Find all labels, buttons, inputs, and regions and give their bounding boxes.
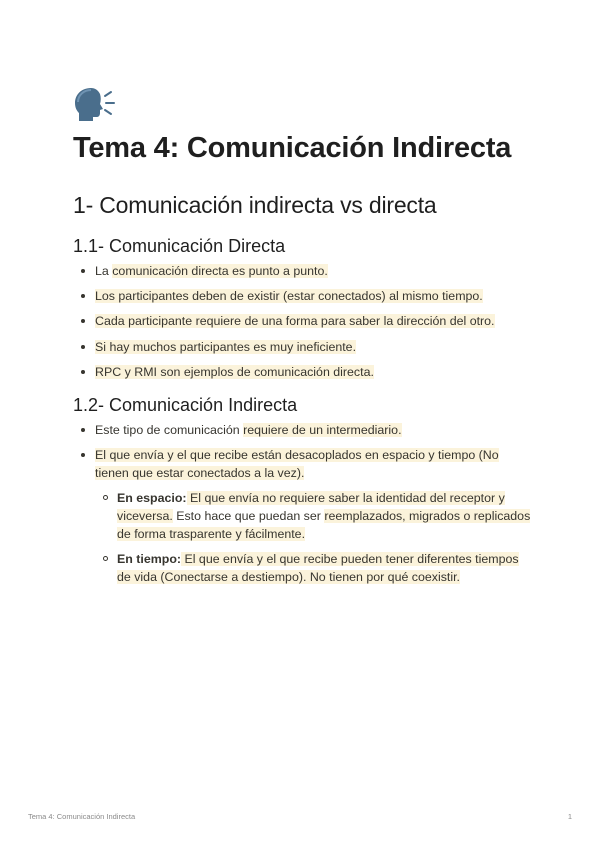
speaking-head-icon: [73, 84, 117, 124]
subsection-heading-direct: 1.1- Comunicación Directa: [73, 236, 286, 256]
list-item: La comunicación directa es punto a punto.: [95, 262, 533, 280]
page-number: 1: [567, 812, 572, 821]
list-item: Si hay muchos participantes es muy ineficiente.: [95, 338, 533, 356]
subsection-heading-indirect: 1.2- Comunicación Indirecta: [73, 394, 298, 415]
section-heading: 1- Comunicación indirecta vs directa: [73, 192, 437, 218]
list-item: Este tipo de comunicación requiere de un intermediario.: [95, 421, 533, 439]
indirect-list: [73, 421, 533, 586]
document-page: [73, 84, 533, 593]
direct-list: [73, 262, 533, 381]
list-item: El que envía y el que recibe están desacoplados en espacio y tiempo (No tienen que estar conectados a la vez). En espacio: El que envía no requiere saber la identidad del receptor y viceversa. Esto hace que puedan ser reemplazados, migrados o replicados de forma trasparente y fácilmente. En tiempo: El que envía y el que recibe pueden tener diferentes tiempos de vida (Conectarse a destiempo). No tienen por qué coexistir.: [95, 446, 533, 586]
list-item: RPC y RMI son ejemplos de comunicación directa.: [95, 363, 533, 381]
footer-title: Tema 4: Comunicación Indirecta: [28, 812, 136, 821]
list-item: Los participantes deben de existir (estar conectados) al mismo tiempo.: [95, 287, 533, 305]
list-item: Cada participante requiere de una forma para saber la dirección del otro.: [95, 312, 533, 330]
page-title: Tema 4: Comunicación Indirecta: [73, 132, 512, 164]
nested-list: [95, 489, 533, 586]
nested-list-item: En espacio: El que envía no requiere saber la identidad del receptor y viceversa. Esto hace que puedan ser reemplazados, migrados o replicados de forma trasparente y fácilmente.: [117, 489, 533, 543]
nested-list-item: En tiempo: El que envía y el que recibe pueden tener diferentes tiempos de vida (Conectarse a destiempo). No tienen por qué coexistir.: [117, 550, 533, 586]
